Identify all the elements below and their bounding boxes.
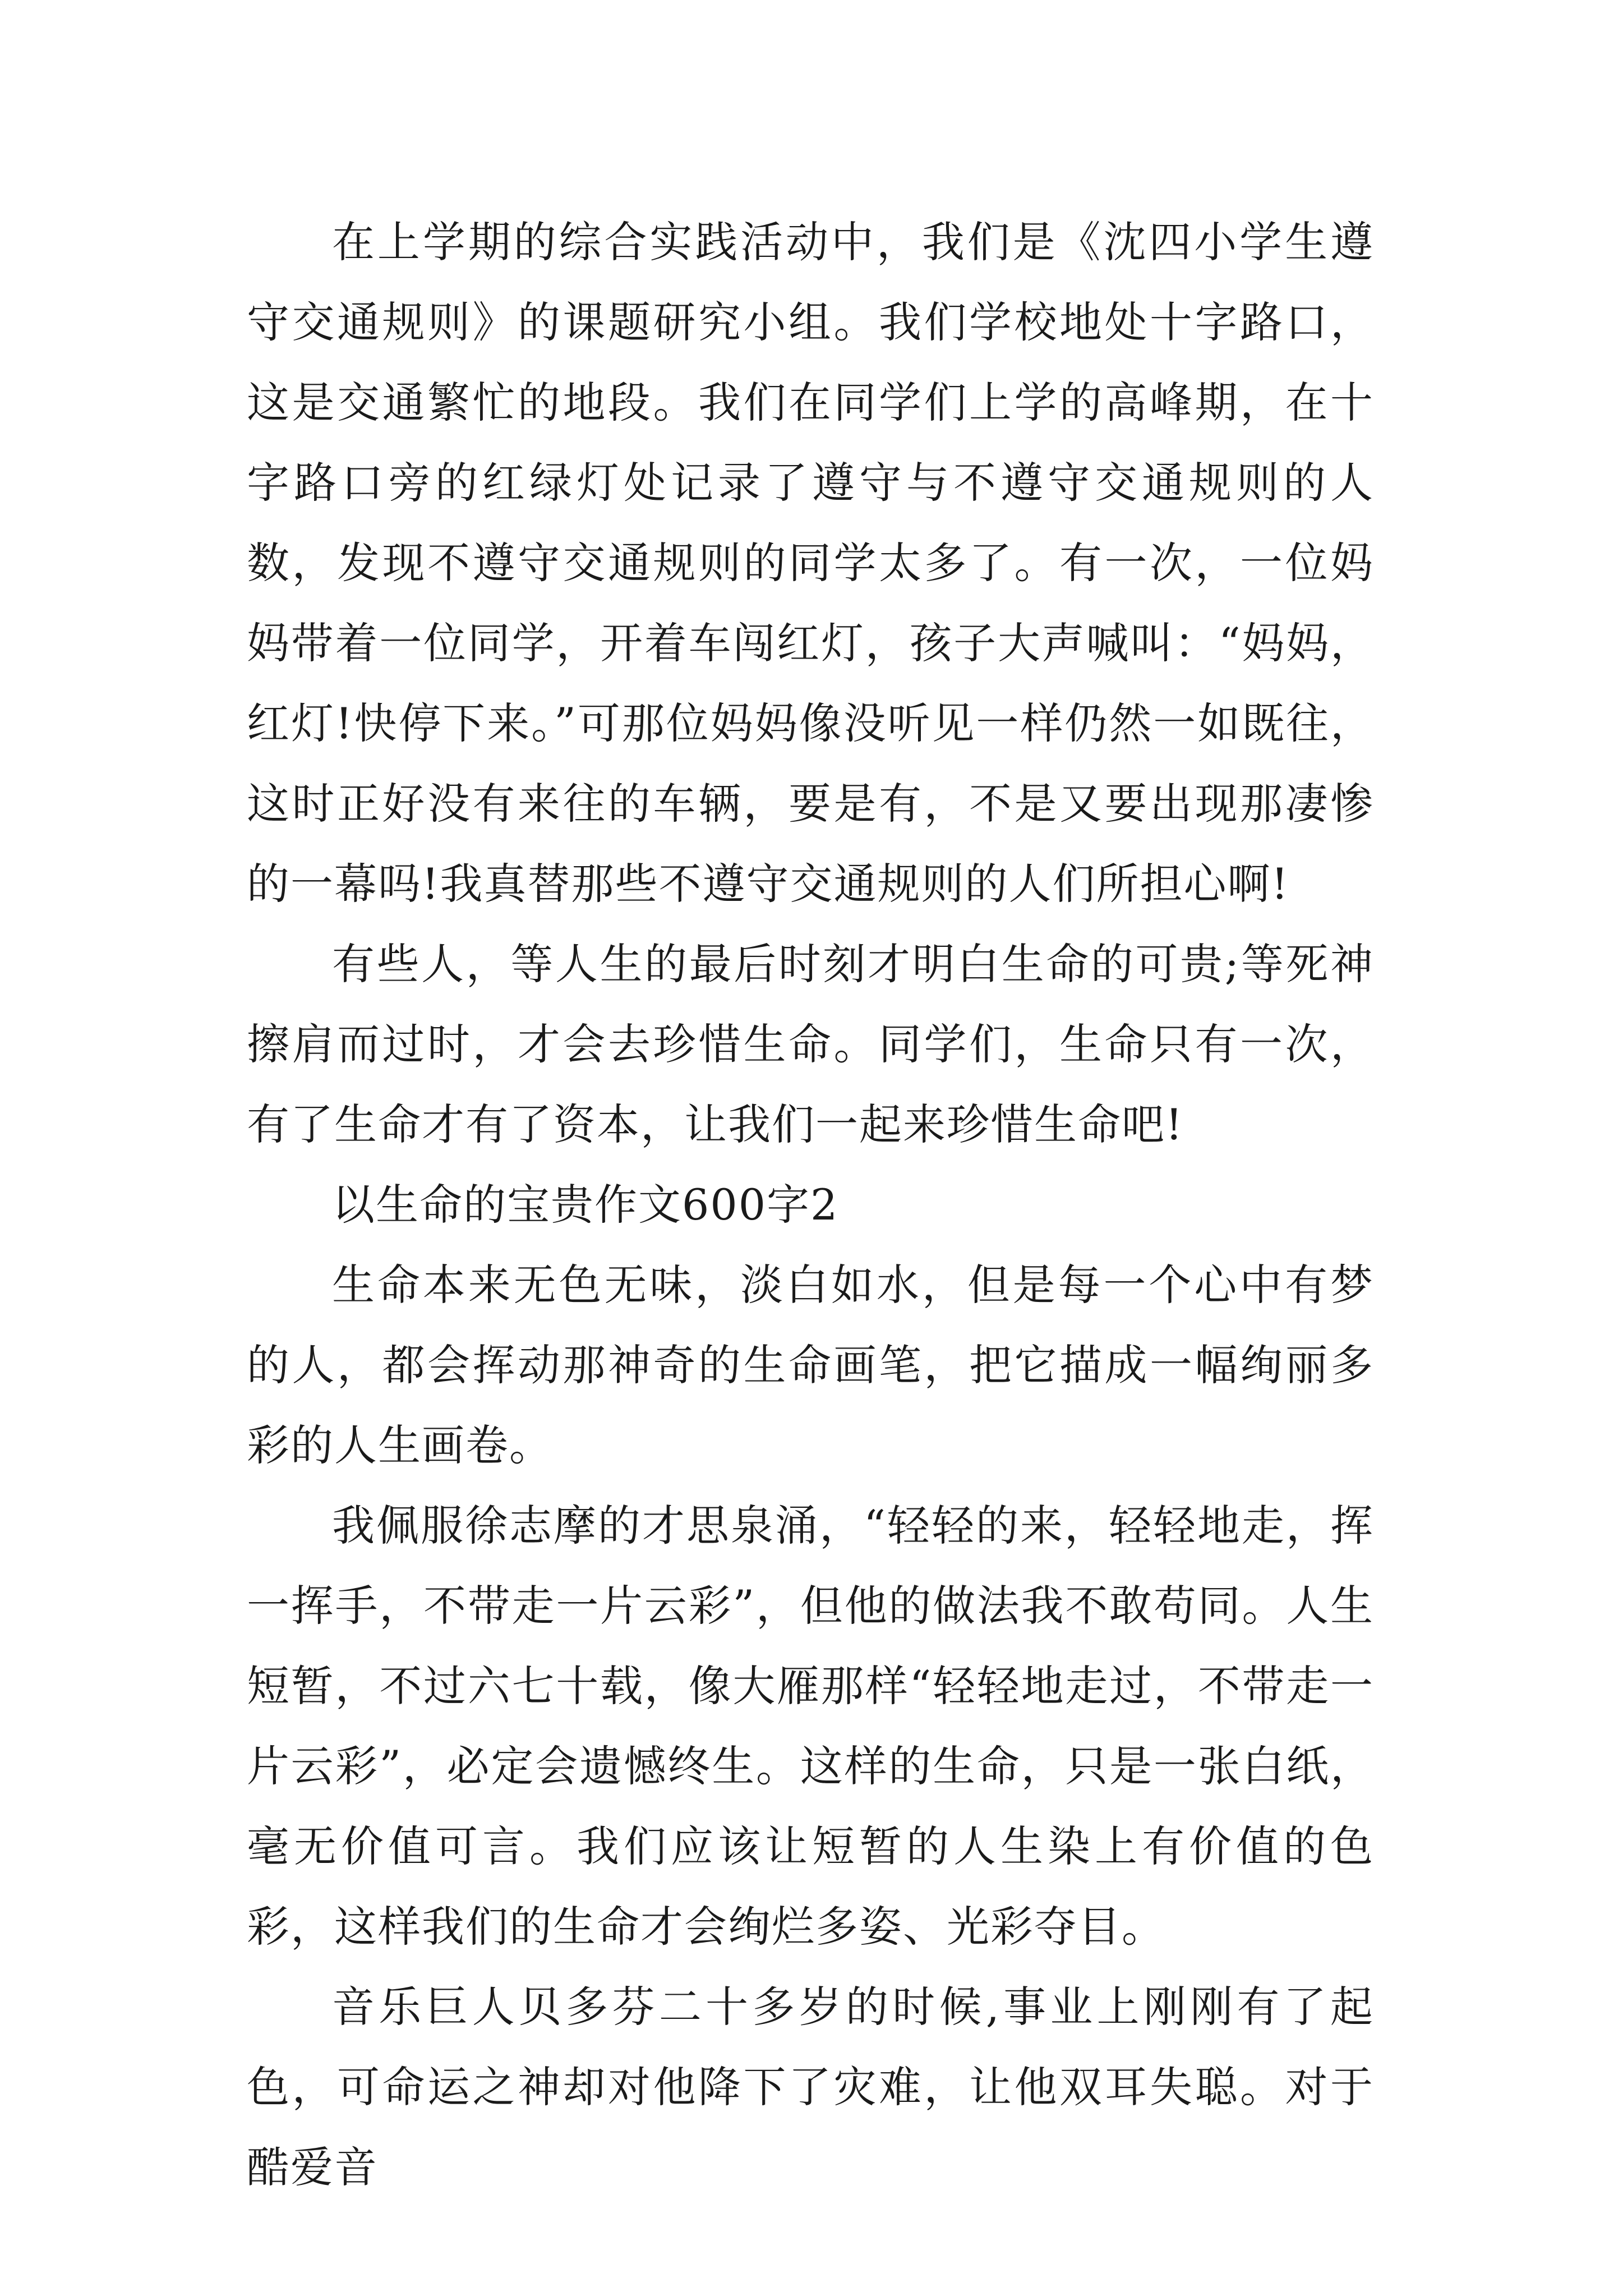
paragraph-xu-zhimo: 我佩服徐志摩的才思泉涌，“轻轻的来，轻轻地走，挥一挥手，不带走一片云彩”，但他的做法我不敢苟同。人生短暂，不过六七十载，像大雁那样“轻轻地走过，不带走一片云彩”，必定会遗憾终生。这样的生命，只是一张白纸，毫无价值可言。我们应该让短暂的人生染上有价值的色彩，这样我们的生命才会绚烂多姿、光彩夺目。 [247,1501,1374,1952]
paragraph-traffic-rules: 在上学期的综合实践活动中，我们是《沈四小学生遵守交通规则》的课题研究小组。我们学校地处十字路口，这是交通繁忙的地段。我们在同学们上学的高峰期，在十字路口旁的红绿灯处记录了遵守与不遵守交通规则的人数，发现不遵守交通规则的同学太多了。有一次，一位妈妈带着一位同学，开着车闯红灯，孩子大声喊叫：“妈妈，红灯!快停下来。”可那位妈妈像没听见一样仍然一如既往，这时正好没有来往的车辆，要是有，不是又要出现那凄惨的一幕吗!我真替那些不遵守交通规则的人们所担心啊! [247,217,1374,909]
paragraph-beethoven: 音乐巨人贝多芬二十多岁的时候,事业上刚刚有了起色，可命运之神却对他降下了灾难，让他双耳失聪。对于酷爱音 [247,1982,1374,2192]
paragraph-cherish-life: 有些人，等人生的最后时刻才明白生命的可贵;等死神擦肩而过时，才会去珍惜生命。同学们，生命只有一次，有了生命才有了资本，让我们一起来珍惜生命吧! [247,939,1374,1149]
essay-heading: 以生命的宝贵作文600字2 [332,1180,839,1230]
paragraph-life-painting: 生命本来无色无味，淡白如水，但是每一个心中有梦的人，都会挥动那神奇的生命画笔，把它描成一幅绚丽多彩的人生画卷。 [247,1260,1374,1470]
document-body [247,202,1374,2207]
